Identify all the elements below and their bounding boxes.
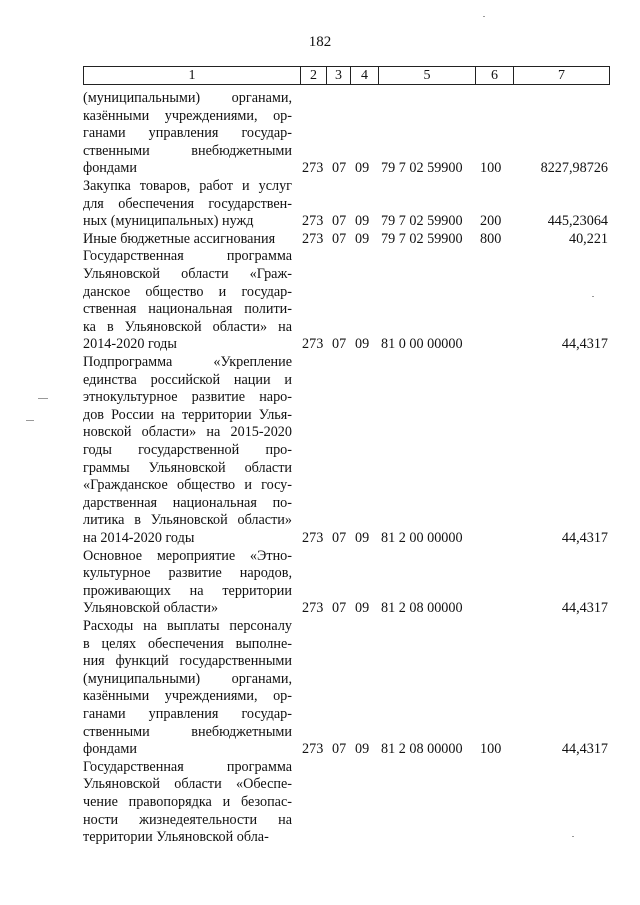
cell-c3: 07 — [332, 336, 347, 353]
description-line: проживающих на территории — [83, 582, 292, 599]
cell-c5: 79 7 02 59900 — [381, 213, 463, 230]
row-description — [83, 90, 292, 178]
description-line: Основное мероприятие «Этно- — [83, 547, 292, 564]
cell-c3: 07 — [332, 741, 347, 758]
description-line: граммы Ульяновской области — [83, 459, 292, 476]
cell-c7: 40,221 — [568, 230, 608, 247]
cell-c4: 09 — [355, 160, 370, 177]
header-col-1: 1 — [188, 68, 196, 83]
description-line: территории Ульяновской обла- — [83, 829, 269, 846]
description-line: (муниципальными) органами, — [83, 670, 292, 687]
scan-speck — [38, 398, 48, 399]
table-header-row — [83, 66, 610, 85]
description-line: Расходы на выплаты персоналу — [83, 618, 292, 634]
description-line: годы государственной про- — [83, 441, 292, 458]
cell-c2: 273 — [302, 160, 324, 177]
scan-speck — [26, 420, 34, 421]
table-row — [83, 548, 610, 618]
cell-c5: 79 7 02 59900 — [381, 160, 463, 177]
cell-c2: 273 — [302, 230, 324, 247]
cell-c7: 44,4317 — [561, 530, 608, 546]
cell-c7: 44,4317 — [561, 741, 608, 758]
cell-c5: 79 7 02 59900 — [381, 230, 463, 247]
description-line: Иные бюджетные ассигнования — [83, 230, 276, 247]
cell-c5: 81 2 00 00000 — [381, 530, 463, 546]
description-line: Ульяновской области» — [83, 600, 219, 617]
cell-c4: 09 — [355, 600, 370, 617]
cell-c3: 07 — [332, 230, 347, 247]
page-number: 182 — [308, 34, 332, 50]
row-description — [83, 759, 292, 847]
description-line: культурное развитие народов, — [83, 565, 292, 582]
description-line: Закупка товаров, работ и услуг — [83, 178, 292, 194]
cell-c2: 273 — [302, 530, 324, 546]
cell-c7: 44,4317 — [561, 600, 608, 617]
cell-c4: 09 — [355, 230, 370, 247]
table-row — [83, 618, 610, 759]
cell-c6: 200 — [480, 213, 502, 230]
description-line: фондами — [83, 160, 137, 177]
cell-c2: 273 — [302, 741, 324, 758]
cell-c3: 07 — [332, 213, 347, 230]
header-col-5: 5 — [378, 67, 475, 84]
cell-c4: 09 — [355, 336, 370, 353]
cell-c2: 273 — [302, 600, 324, 617]
cell-c4: 09 — [355, 213, 370, 230]
description-line: ственными внебюджетными — [83, 723, 292, 740]
table-row — [83, 354, 610, 548]
description-line: ганами управления государ- — [83, 125, 292, 142]
description-line: Государственная программа — [83, 758, 292, 775]
description-line: казёнными учреждениями, ор- — [83, 107, 292, 124]
description-line: ности жизнедеятельности на — [83, 811, 292, 828]
cell-c5: 81 0 00 00000 — [381, 336, 463, 353]
description-line: ка в Ульяновской области» на — [83, 318, 292, 335]
table-row — [83, 759, 610, 847]
description-line: данское общество и государ- — [83, 283, 292, 300]
description-line: (муниципальными) органами, — [83, 90, 292, 106]
description-line: на 2014-2020 годы — [83, 529, 195, 546]
cell-c6: 800 — [480, 230, 502, 247]
description-line: для обеспечения государствен- — [83, 195, 292, 212]
description-line: Государственная программа — [83, 248, 292, 265]
cell-c5: 81 2 08 00000 — [381, 600, 463, 617]
row-description — [83, 354, 292, 548]
cell-c5: 81 2 08 00000 — [381, 741, 463, 758]
description-line: дов России на территории Улья- — [83, 406, 292, 423]
table-row — [83, 248, 610, 354]
description-line: ных (муниципальных) нужд — [83, 213, 254, 230]
header-col-6: 6 — [475, 67, 513, 84]
description-line: фондами — [83, 741, 137, 758]
cell-c6: 100 — [480, 741, 502, 758]
cell-c3: 07 — [332, 600, 347, 617]
row-description — [83, 178, 292, 231]
description-line: ственными внебюджетными — [83, 142, 292, 159]
scan-speck — [483, 16, 485, 17]
description-line: 2014-2020 годы — [83, 336, 177, 353]
cell-c7: 445,23064 — [547, 213, 608, 230]
scan-speck — [592, 296, 594, 297]
table-row — [83, 231, 610, 249]
table-row — [83, 90, 610, 178]
cell-c7: 44,4317 — [561, 336, 608, 353]
table-row — [83, 178, 610, 231]
description-line: казёнными учреждениями, ор- — [83, 688, 292, 705]
header-col-3: 3 — [326, 67, 350, 84]
header-col-2: 2 — [300, 67, 326, 84]
header-col-7: 7 — [513, 67, 609, 84]
description-line: «Гражданское общество и госу- — [83, 477, 292, 494]
cell-c3: 07 — [332, 530, 347, 546]
description-line: Подпрограмма «Укрепление — [83, 354, 292, 370]
description-line: ственная национальная полити- — [83, 301, 292, 318]
cell-c2: 273 — [302, 213, 324, 230]
scan-speck — [572, 836, 574, 837]
description-line: в целях обеспечения выполне- — [83, 635, 292, 652]
description-line: единства российской нации и — [83, 371, 292, 388]
cell-c4: 09 — [355, 530, 370, 546]
description-line: этнокультурное развитие наро- — [83, 389, 292, 406]
description-line: ганами управления государ- — [83, 705, 292, 722]
description-line: чение правопорядка и безопас- — [83, 793, 292, 810]
header-col-4: 4 — [350, 67, 378, 84]
cell-c4: 09 — [355, 741, 370, 758]
cell-c6: 100 — [480, 160, 502, 177]
description-line: Ульяновской области «Граж- — [83, 265, 292, 282]
description-line: новской области» на 2015-2020 — [83, 424, 292, 441]
row-description — [83, 248, 292, 354]
description-line: дарственная национальная по- — [83, 494, 292, 511]
row-description — [83, 548, 292, 618]
cell-c2: 273 — [302, 336, 324, 353]
row-description — [83, 618, 292, 759]
cell-c7: 8227,98726 — [540, 160, 608, 177]
description-line: ния функций государственными — [83, 653, 292, 670]
description-line: Ульяновской области «Обеспе- — [83, 776, 292, 793]
cell-c3: 07 — [332, 160, 347, 177]
row-description — [83, 231, 292, 249]
description-line: литика в Ульяновской области» — [83, 512, 292, 529]
